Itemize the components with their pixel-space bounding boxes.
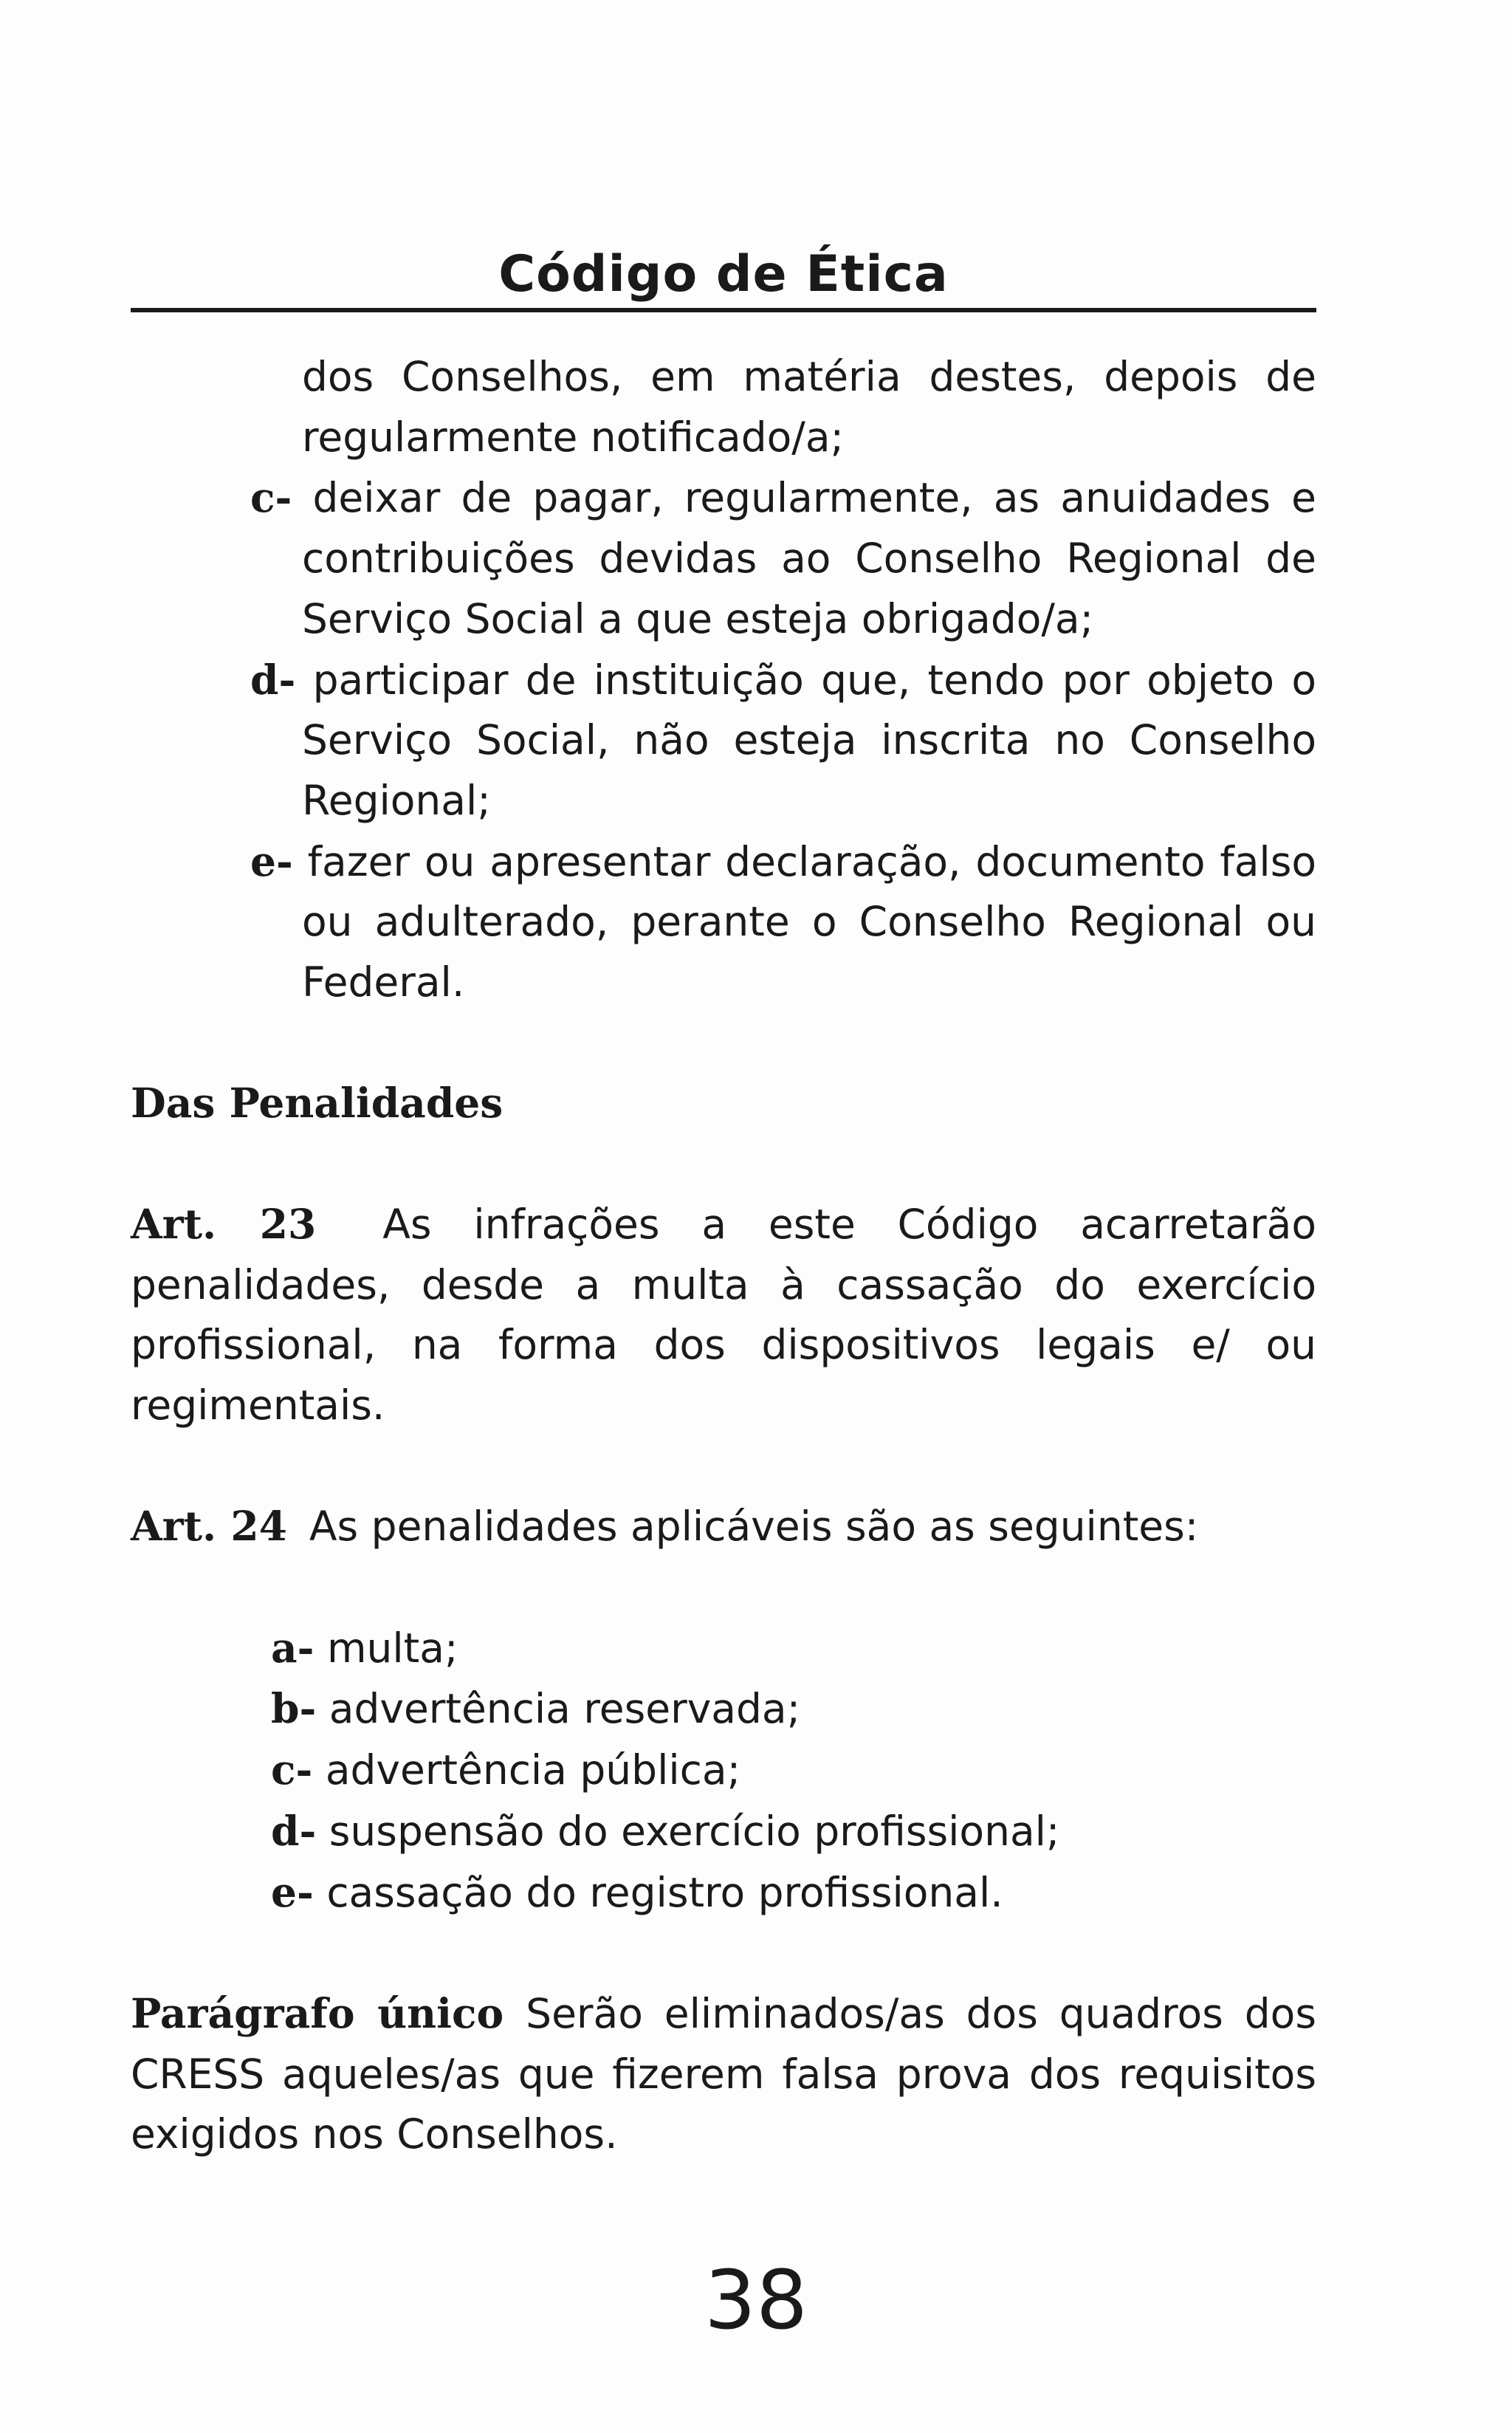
list-marker: c-	[250, 473, 292, 522]
article-24	[131, 1496, 1316, 1557]
paragrafo-unico	[131, 1983, 1316, 2165]
document-body	[131, 347, 1316, 2165]
list-marker: d-	[271, 1806, 317, 1855]
list-item-text: deixar de pagar, regularmente, as anuidades e contribuições devidas ao Conselho Regional de Serviço Social a que esteja obrigado/a;	[302, 474, 1316, 642]
list-item	[131, 1618, 1316, 1679]
article-23	[131, 1194, 1316, 1436]
list-item-text: advertência reservada;	[329, 1685, 801, 1733]
list-item	[131, 1678, 1316, 1740]
list-item-text: suspensão do exercício profissional;	[329, 1807, 1060, 1855]
list-item-text: participar de instituição que, tendo por objeto o Serviço Social, não esteja inscrita no Conselho Regional;	[302, 656, 1316, 824]
article-label: Art. 23	[131, 1199, 317, 1248]
list-item	[131, 467, 1316, 649]
list-marker: d-	[250, 655, 296, 704]
list-item-text: cassação do registro profissional.	[326, 1868, 1003, 1916]
continuation-paragraph: dos Conselhos, em matéria destes, depois de regularmente notificado/a;	[302, 353, 1316, 461]
article-text: As penalidades aplicáveis são as seguintes:	[309, 1503, 1199, 1551]
list-item	[131, 1740, 1316, 1801]
list-marker: b-	[271, 1684, 317, 1733]
article-text: As infrações a este Código acarretarão penalidades, desde a multa à cassação do exercício profissional, na forma dos dispositivos legais e/ ou regimentais.	[131, 1200, 1316, 1429]
paragraph-text: Serão eliminados/as dos quadros dos CRESS aqueles/as que fizerem falsa prova dos requisitos exigidos nos Conselhos.	[131, 1989, 1316, 2158]
list-marker: e-	[250, 837, 293, 885]
list-item-text: multa;	[326, 1624, 458, 1672]
list-item-text: advertência pública;	[325, 1746, 741, 1794]
page-header	[131, 235, 1316, 312]
penalties-list	[131, 1618, 1316, 1924]
list-item	[131, 650, 1316, 831]
list-item-text: fazer ou apresentar declaração, documento falso ou adulterado, perante o Conselho Regional ou Federal.	[302, 837, 1316, 1006]
list-item	[131, 1801, 1316, 1862]
section-heading: Das Penalidades	[131, 1079, 504, 1128]
list-marker: c-	[271, 1746, 313, 1794]
list-item	[131, 1862, 1316, 1924]
list-marker: e-	[271, 1867, 314, 1916]
article-label: Art. 24	[131, 1502, 287, 1551]
list-item	[131, 831, 1316, 1013]
page-title: Código de Ética	[498, 245, 949, 303]
page-number: 38	[704, 2253, 808, 2347]
paragraph-label: Parágrafo único	[131, 1988, 504, 2037]
list-marker: a-	[271, 1623, 315, 1672]
